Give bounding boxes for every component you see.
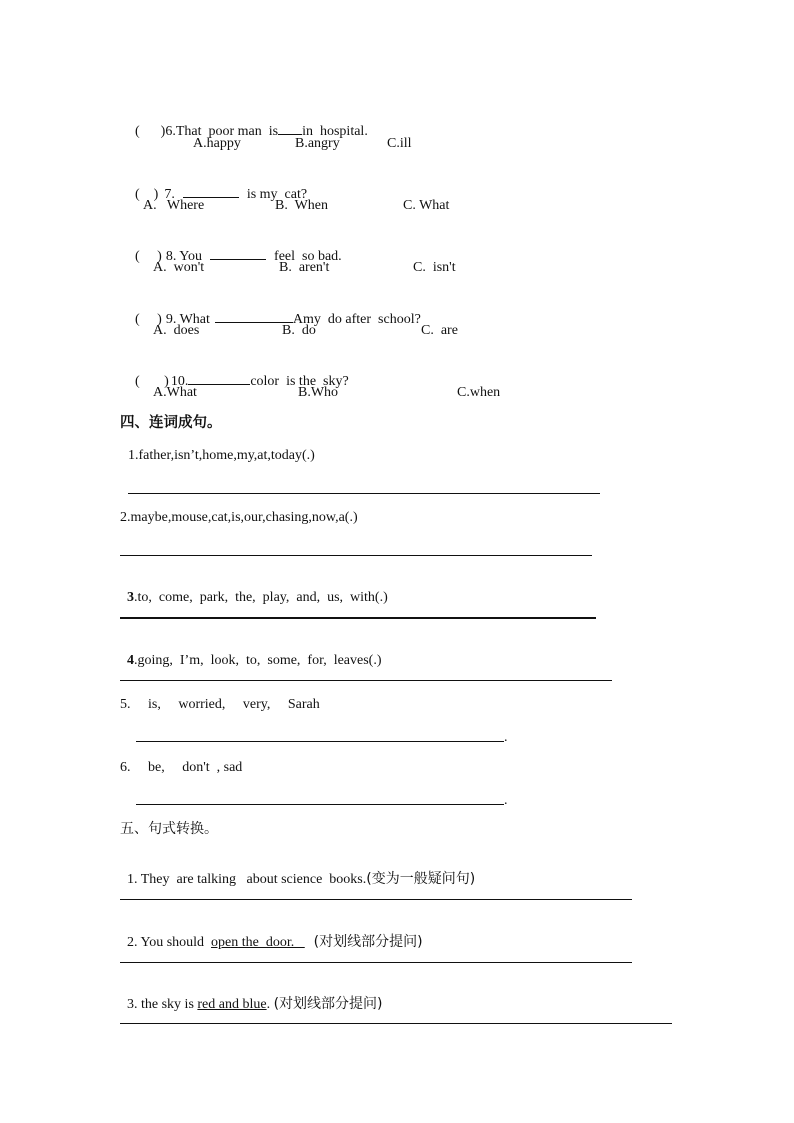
s5-q3-underlined: red and blue <box>197 997 267 1012</box>
q10-blank[interactable] <box>188 371 250 385</box>
q10-answer-paren[interactable]: ( ) <box>135 374 169 389</box>
s4-item-4-num: 4 <box>127 653 134 668</box>
q8-answer-paren[interactable]: ( ) <box>135 249 162 264</box>
q9-num: 9. What <box>165 312 210 327</box>
s5-answer-line-3[interactable] <box>120 1023 672 1024</box>
s4-answer-line-5[interactable] <box>136 741 504 742</box>
q9-option-c: C. are <box>421 323 458 338</box>
q6-stem-b: in hospital. <box>302 124 368 139</box>
s4-item-4 <box>120 634 382 670</box>
q7-num: 7. <box>164 187 175 202</box>
s5-q2-underlined: open the door. <box>211 935 305 950</box>
q9-stem: Amy do after school? <box>292 312 421 327</box>
q7-option-a: A. Where <box>143 198 205 213</box>
q6-stem-a: 6.That poor man is <box>165 124 279 139</box>
q7-option-b: B. When <box>275 198 329 213</box>
s5-q2 <box>120 915 423 952</box>
q8-option-b: B. aren't <box>279 260 330 275</box>
q10-num: 10. <box>170 374 189 389</box>
q6-answer-paren[interactable]: ( ) <box>135 124 166 139</box>
q8-option-c: C. isn't <box>413 260 456 275</box>
s4-item-3-text: .to, come, park, the, play, and, us, with(.) <box>134 590 388 605</box>
s4-answer-line-2[interactable] <box>120 555 592 556</box>
q6-option-a: A.happy <box>193 136 241 151</box>
q9-option-b: B. do <box>282 323 316 338</box>
q10-option-a: A.What <box>153 385 197 400</box>
s5-q1-note: (变为一般疑问句) <box>366 871 476 887</box>
s4-answer-line-1[interactable] <box>128 493 600 494</box>
q6-option-b: B.angry <box>295 136 340 151</box>
q9-answer-paren[interactable]: ( ) <box>135 312 162 327</box>
s4-answer-line-4[interactable] <box>120 680 612 681</box>
q6-blank[interactable] <box>278 121 302 135</box>
s4-item-5: 5. is, worried, very, Sarah <box>120 697 320 712</box>
section4-title: 四、连词成句。 <box>120 415 222 431</box>
q7-blank[interactable] <box>183 184 239 198</box>
s5-q1-text: 1. They are talking about science books. <box>127 872 367 887</box>
section5-title: 五、句式转换。 <box>120 821 218 837</box>
q8-option-a: A. won't <box>153 260 205 275</box>
s4-item-1: 1.father,isn’t,home,my,at,today(.) <box>128 448 315 463</box>
q6-option-c: C.ill <box>387 136 412 151</box>
s4-item-6: 6. be, don't , sad <box>120 760 243 775</box>
s5-q3-pre: 3. the sky is <box>127 997 198 1012</box>
s4-item-5-period: . <box>504 730 508 745</box>
s5-q3 <box>120 977 383 1014</box>
s5-answer-line-1[interactable] <box>120 899 632 900</box>
q10-option-c: C.when <box>457 385 501 400</box>
q7-option-c: C. What <box>403 198 450 213</box>
q9-blank[interactable] <box>215 309 293 323</box>
s4-item-4-text: .going, I’m, look, to, some, for, leaves(.) <box>134 653 382 668</box>
q10-stem: color is the sky? <box>250 374 349 389</box>
s4-item-6-period: . <box>504 793 508 808</box>
q7-stem: is my cat? <box>246 187 308 202</box>
s4-item-3 <box>120 571 388 607</box>
q7-answer-paren[interactable]: ( ) <box>135 187 159 202</box>
q9-option-a: A. does <box>153 323 200 338</box>
s5-q2-pre: 2. You should <box>127 935 212 950</box>
s5-answer-line-2[interactable] <box>120 962 632 963</box>
s4-item-3-num: 3 <box>127 590 134 605</box>
s5-q3-note: (对划线部分提问) <box>273 996 383 1012</box>
s4-answer-line-3[interactable] <box>120 617 596 619</box>
q8-num: 8. You <box>165 249 203 264</box>
s4-answer-line-6[interactable] <box>136 804 504 805</box>
s5-q2-note: (对划线部分提问) <box>304 934 423 950</box>
q8-blank[interactable] <box>210 246 266 260</box>
s5-q3-post: . <box>266 997 274 1012</box>
s5-q1 <box>120 852 475 889</box>
s4-item-2: 2.maybe,mouse,cat,is,our,chasing,now,a(.) <box>120 510 358 525</box>
q8-stem: feel so bad. <box>274 249 342 264</box>
q10-option-b: B.Who <box>298 385 339 400</box>
